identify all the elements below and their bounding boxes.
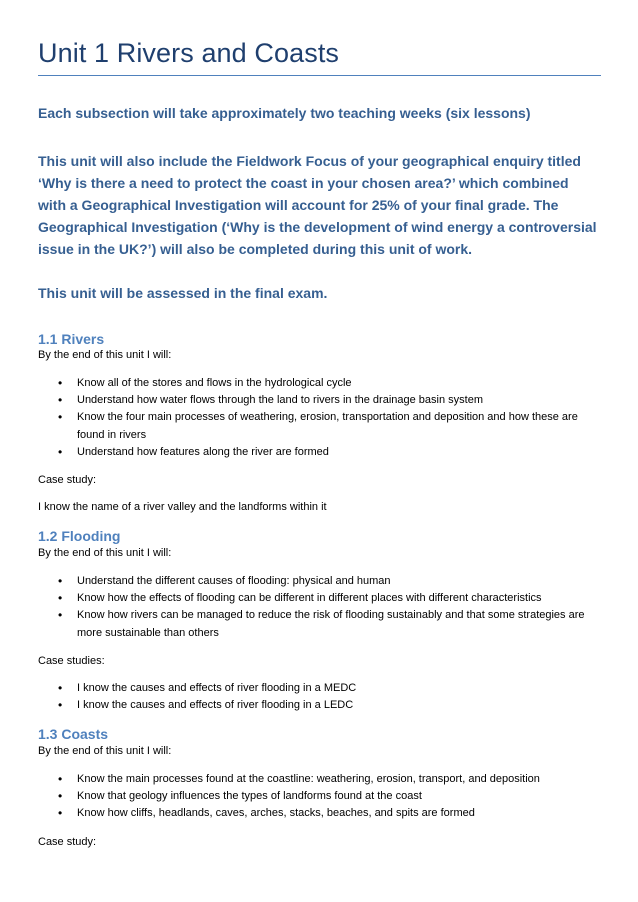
- intro-assessment: This unit will be assessed in the final exam.: [38, 285, 328, 301]
- section-lead-rivers: By the end of this unit I will:: [38, 349, 172, 361]
- list-item: • I know the causes and effects of river flooding in a MEDC: [38, 680, 598, 697]
- flooding-bullet-list: [38, 573, 598, 642]
- section-lead-flooding: By the end of this unit I will:: [38, 547, 172, 559]
- list-item: • Know all of the stores and flows in the hydrological cycle: [38, 375, 598, 392]
- list-item: • Know the four main processes of weathering, erosion, transportation and deposition and how these are found in rivers: [38, 409, 598, 443]
- case-studies-label-flooding: Case studies:: [38, 655, 105, 667]
- list-item: • Know the main processes found at the coastline: weathering, erosion, transport, and deposition: [38, 771, 598, 788]
- section-heading-coasts: 1.3 Coasts: [38, 726, 109, 742]
- flooding-case-list: [38, 680, 598, 714]
- rivers-bullet-list: [38, 375, 598, 461]
- list-item: • Understand how water flows through the land to rivers in the drainage basin system: [38, 392, 598, 409]
- title-rule: [38, 75, 601, 76]
- section-lead-coasts: By the end of this unit I will:: [38, 745, 172, 757]
- list-item: • Know how cliffs, headlands, caves, arches, stacks, beaches, and spits are formed: [38, 805, 598, 822]
- case-study-text-rivers: I know the name of a river valley and the landforms within it: [38, 501, 327, 513]
- section-heading-rivers: 1.1 Rivers: [38, 331, 105, 347]
- case-study-label-rivers: Case study:: [38, 474, 97, 486]
- page-title: Unit 1 Rivers and Coasts: [38, 38, 340, 68]
- intro-duration: Each subsection will take approximately two teaching weeks (six lessons): [38, 105, 531, 121]
- coasts-bullet-list: [38, 771, 598, 823]
- section-heading-flooding: 1.2 Flooding: [38, 528, 121, 544]
- list-item: • I know the causes and effects of river flooding in a LEDC: [38, 697, 598, 714]
- list-item: • Know how rivers can be managed to reduce the risk of flooding sustainably and that some strategies are more sustainable than others: [38, 607, 598, 641]
- list-item: • Understand how features along the river are formed: [38, 444, 598, 461]
- list-item: • Know how the effects of flooding can be different in different places with different characteristics: [38, 590, 598, 607]
- intro-fieldwork: This unit will also include the Fieldwork Focus of your geographical enquiry titled ‘Why is there a need to protect the coast in your chosen area?’ which combined with a Geographical Investigation will account for 25% of your final grade. The Geographical Investigation (‘Why is the development of wind energy a controversial issue in the UK?’) will also be completed during this unit of work.: [38, 153, 597, 257]
- case-study-label-coasts: Case study:: [38, 836, 97, 848]
- list-item: • Understand the different causes of flooding: physical and human: [38, 573, 598, 590]
- list-item: • Know that geology influences the types of landforms found at the coast: [38, 788, 598, 805]
